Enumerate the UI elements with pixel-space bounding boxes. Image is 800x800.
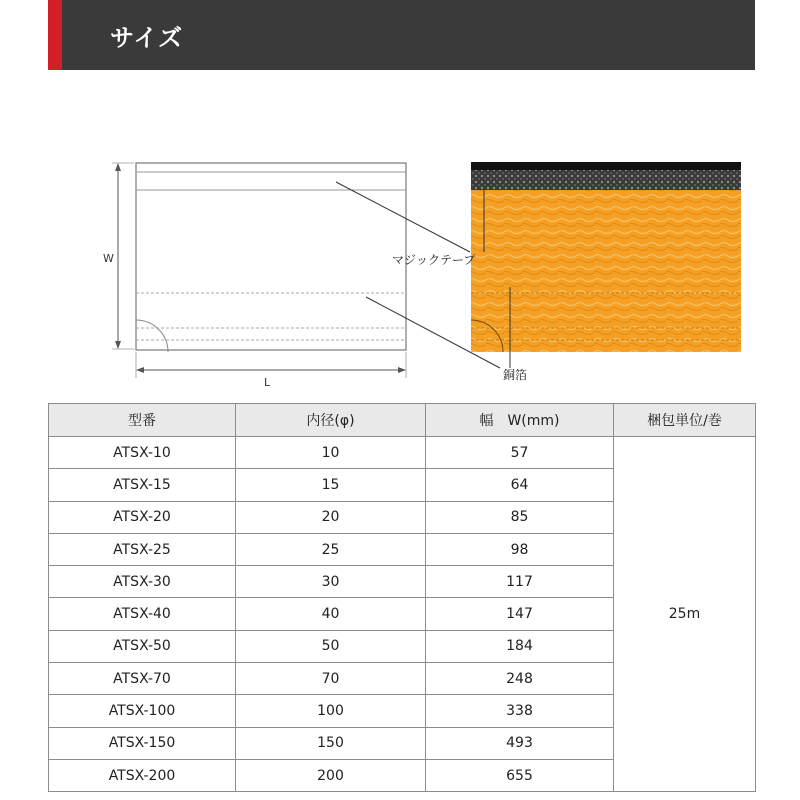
model-cell: ATSX-15 [49, 469, 236, 501]
l-dimension [136, 352, 406, 378]
inner-diameter-cell: 25 [236, 533, 426, 565]
model-cell: ATSX-30 [49, 566, 236, 598]
width-cell: 655 [426, 759, 614, 791]
table-header-row [49, 404, 756, 437]
width-cell: 184 [426, 630, 614, 662]
width-cell: 98 [426, 533, 614, 565]
inner-diameter-cell: 15 [236, 469, 426, 501]
magic-tape-callout: マジックテープ [392, 253, 476, 267]
header-packing-unit: 梱包単位/巻 [614, 404, 756, 437]
section-title: サイズ [110, 24, 184, 52]
inner-diameter-cell: 30 [236, 566, 426, 598]
model-cell: ATSX-100 [49, 695, 236, 727]
model-cell: ATSX-70 [49, 663, 236, 695]
inner-diameter-cell: 150 [236, 727, 426, 759]
w-label: W [103, 252, 114, 265]
width-cell: 64 [426, 469, 614, 501]
model-cell: ATSX-150 [49, 727, 236, 759]
inner-diameter-cell: 70 [236, 663, 426, 695]
width-cell: 117 [426, 566, 614, 598]
width-cell: 493 [426, 727, 614, 759]
model-cell: ATSX-20 [49, 501, 236, 533]
model-cell: ATSX-200 [49, 759, 236, 791]
header-width: 幅 W(mm) [426, 404, 614, 437]
copper-foil-callout: 銅箔 [503, 368, 528, 382]
packing-unit-cell: 25m [614, 437, 756, 792]
inner-diameter-cell: 20 [236, 501, 426, 533]
width-cell: 57 [426, 437, 614, 469]
colored-sheet [471, 162, 741, 352]
model-cell: ATSX-40 [49, 598, 236, 630]
w-dimension [112, 163, 134, 349]
inner-diameter-cell: 50 [236, 630, 426, 662]
header-model: 型番 [49, 404, 236, 437]
inner-diameter-cell: 40 [236, 598, 426, 630]
size-table [48, 403, 756, 792]
width-cell: 85 [426, 501, 614, 533]
inner-diameter-cell: 200 [236, 759, 426, 791]
width-cell: 338 [426, 695, 614, 727]
width-cell: 147 [426, 598, 614, 630]
model-cell: ATSX-10 [49, 437, 236, 469]
outline-sheet [136, 163, 406, 352]
width-cell: 248 [426, 663, 614, 695]
model-cell: ATSX-50 [49, 630, 236, 662]
l-label: L [264, 376, 271, 389]
inner-diameter-cell: 100 [236, 695, 426, 727]
model-cell: ATSX-25 [49, 533, 236, 565]
table-row [49, 437, 756, 469]
header-inner-diameter: 内径(φ) [236, 404, 426, 437]
inner-diameter-cell: 10 [236, 437, 426, 469]
